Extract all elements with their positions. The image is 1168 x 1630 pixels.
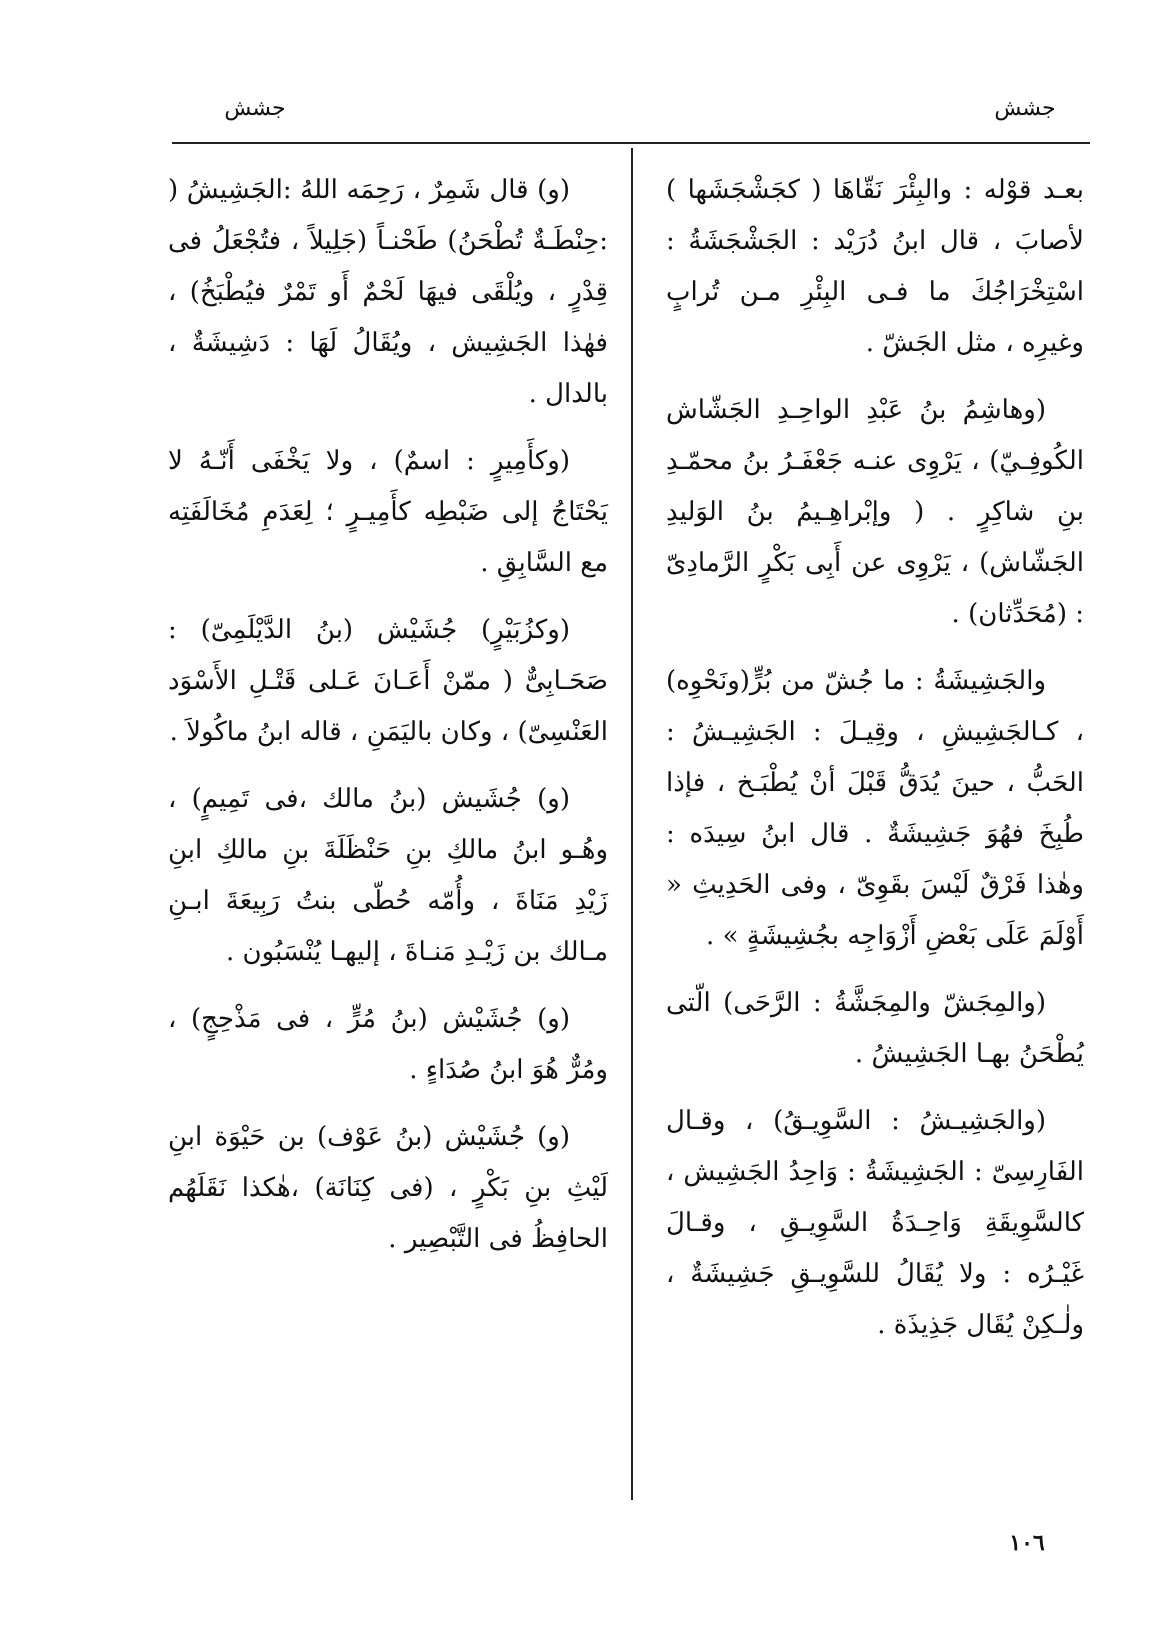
right-paragraph: والجَشِيشَةُ : ما جُشّ من بُرٍّ(ونَحْوِه) ، كـالجَشِيشِ ، وقِيـلَ : الجَشِيـشُ : الحَبُّ ، حينَ يُدَقُّ قَبْلَ أنْ يُطْبَـخ ، فإذا طُبِخَ فهُوَ جَشِيشَةٌ . قال ابنُ سِيدَه : وهٰذا فَرْقٌ لَيْسَ بقَوِىّ ، وفى الحَدِيثِ « أَوْلَمَ عَلَى بَعْضِ أَزْوَاجِه بجُشِيشَةٍ » . <box>666 666 1084 951</box>
right-paragraph: بعـد قوْله : والبِئْرَ نَقّاهَا ( كجَشْجَشَها ) لأصابَ ، قال ابنُ دُرَيْد : الجَشْجَشَةُ : اسْتِخْرَاجُكَ ما فـى البِئْرِ مـن تُرابٍ وغيرِه ، مثل الجَشّ . <box>666 175 1084 358</box>
left-paragraph: (و) جُشَيْش (بنُ مُرٍّ ، فى مَذْحِجٍ) ، ومُرٌّ هُوَ ابنُ صُدَاءٍ . <box>168 1004 608 1085</box>
left-paragraph: (و) جُشَيْش (بنُ عَوْف) بن حَيْوَة ابنِ لَيْثِ بنِ بَكْرٍ ، (فى كِنَانَة) ،هٰكذا نَقَلَهُم الحافِظُ فى التَّبْصِير . <box>168 1122 608 1254</box>
running-head-right: جشش <box>994 96 1056 121</box>
left-paragraph: (و) قال شَمِرٌ ، رَحِمَه اللهُ :الجَشِيشُ ( :حِنْطَـةٌ تُطْحَنُ) طَحْنـاً (جَلِيلاً ، فتُجْعَلُ فى قِدْرٍ ، ويُلْقَى فيهَا لَحْمٌ أَو تَمْرٌ فيُطْبَخُ) ، فهٰذا الجَشِيش ، ويُقَالُ لَهَا : دَشِيشَةٌ ، بالدال . <box>168 175 608 409</box>
left-paragraph: (و) جُشَيش (بنُ مالك ،فى تَمِيمٍ) ، وهُـو ابنُ مالكِ بنِ حَنْظَلَةَ بنِ مالكِ ابنِ زَيْدِ مَنَاةَ ، وأُمّه حُطّى بنتُ رَبِيعَةَ ابـنِ مـالك بن زَيْـدِ مَنـاةَ ، إليهـا يُنْسَبُون . <box>168 784 608 967</box>
running-head-left: جشش <box>224 96 286 121</box>
right-paragraph: (والجَشِيـشُ : السَّوِيـقُ) ، وقـال الفَارِسِىّ : الجَشِيشَةُ : وَاحِدُ الجَشِيش ، كالسَّوِيقَةِ وَاحِـدَةُ السَّوِيـقِ ، وقـالَ غَيْـرُه : ولا يُقَالُ للسَّوِيـقِ جَشِيشَةٌ ، ولٰـكِنْ يُقَال جَذِيذَة . <box>666 1106 1084 1340</box>
left-paragraph: (وكأَمِيرٍ : اسمٌ) ، ولا يَخْفَى أَنّـهُ لا يَحْتَاجُ إلى ضَبْطِه كأَمِيـرٍ ؛ لِعَدَمِ مُخَالَفَتِه مع السَّابِقِ . <box>168 446 608 578</box>
page-number: ١٠٦ <box>1009 1530 1045 1556</box>
right-paragraph: (وهاشِمُ بنُ عَبْدِ الواحِـدِ الجَشّاش الكُوفِـيّ) ، يَرْوِى عنـه جَعْفَـرُ بنُ محمّـدِ بنِ شاكِرٍ . ( وإبْراهِـيمُ بنُ الوَليدِ الجَشّاش) ، يَرْوِى عن أَبِى بَكْرٍ الرَّمادِىّ : (مُحَدِّثان) . <box>666 395 1084 629</box>
left-paragraph: (وكزُبَيْرٍ) جُشَيْش (بنُ الدَّيْلَمِىّ) : صَحَـابِىٌّ ( ممّنْ أَعَـانَ عَـلى قَتْـلِ الأَسْوَد العَنْسِىّ) ، وكان باليَمَنِ ، قاله ابنُ ماكُولاَ . <box>168 615 608 747</box>
right-column <box>666 165 1084 1367</box>
header-rule <box>172 142 1090 144</box>
right-paragraph: (والمِجَشّ والمِجَشَّةُ : الرَّحَى) الّتى يُطْحَنُ بهـا الجَشِيشُ . <box>666 988 1084 1069</box>
left-column <box>168 165 608 1281</box>
column-divider <box>631 148 633 1500</box>
